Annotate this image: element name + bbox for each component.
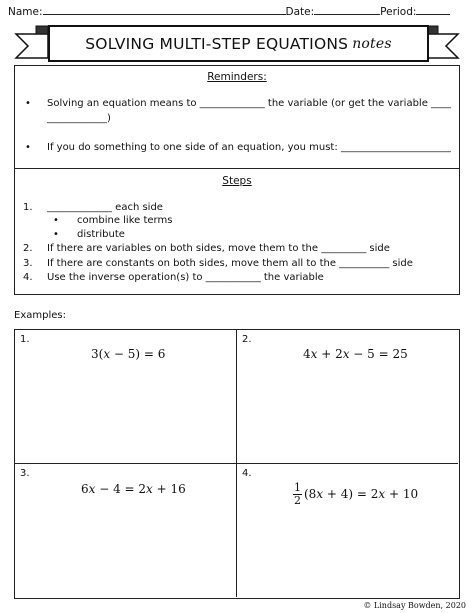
example-equation-3: 6𝑥 − 4 = 2𝑥 + 16	[81, 482, 186, 496]
reminders-heading: Reminders:	[207, 71, 267, 83]
name-blank[interactable]	[43, 14, 286, 15]
example-cell-1[interactable]: 1. 3(𝑥 − 5) = 6	[15, 330, 237, 464]
example-equation-2: 4𝑥 + 2𝑥 − 5 = 25	[303, 347, 408, 361]
date-blank[interactable]	[314, 14, 380, 15]
example-equation-1: 3(𝑥 − 5) = 6	[91, 347, 166, 361]
copyright-text: © Lindsay Bowden, 2020	[363, 601, 466, 610]
fraction-one-half: $\frac{1}{2}$	[294, 481, 301, 507]
date-label: Date:	[285, 6, 315, 18]
example-cell-2[interactable]: 2. 4𝑥 + 2𝑥 − 5 = 25	[237, 330, 458, 464]
header-fields	[8, 6, 468, 18]
examples-label: Examples:	[14, 310, 66, 321]
steps-heading: Steps	[222, 175, 252, 187]
steps-box: Steps 1. _____________ each side • combine like terms • distribute 2. If there are variables on both sides, move them to the _________ side 3. If there are constants on both sides, move them all to the __________ side 4. Use the inverse operation(s) to ___________ the variable	[14, 169, 460, 295]
reminders-box: Reminders: • Solving an equation means to _____________ the variable (or get the variable ____ ____________) • If you do something to one side of an equation, you must: ______________________	[14, 65, 460, 169]
example-cell-3[interactable]: 3. 6𝑥 − 4 = 2𝑥 + 16	[15, 464, 237, 597]
period-blank[interactable]	[416, 14, 450, 15]
example-cell-4[interactable]: 4. $\frac{1}{2}$ (8𝑥 + 4) = 2𝑥 + 10	[242, 468, 419, 507]
example-equation-4: $\frac{1}{2}$ (8𝑥 + 4) = 2𝑥 + 10	[294, 481, 419, 507]
period-label: Period:	[380, 6, 417, 18]
title-main: SOLVING MULTI-STEP EQUATIONS	[85, 34, 349, 53]
name-label: Name:	[8, 6, 43, 18]
title-script: notes	[352, 35, 392, 52]
examples-grid	[14, 329, 460, 599]
page-title	[48, 25, 429, 62]
